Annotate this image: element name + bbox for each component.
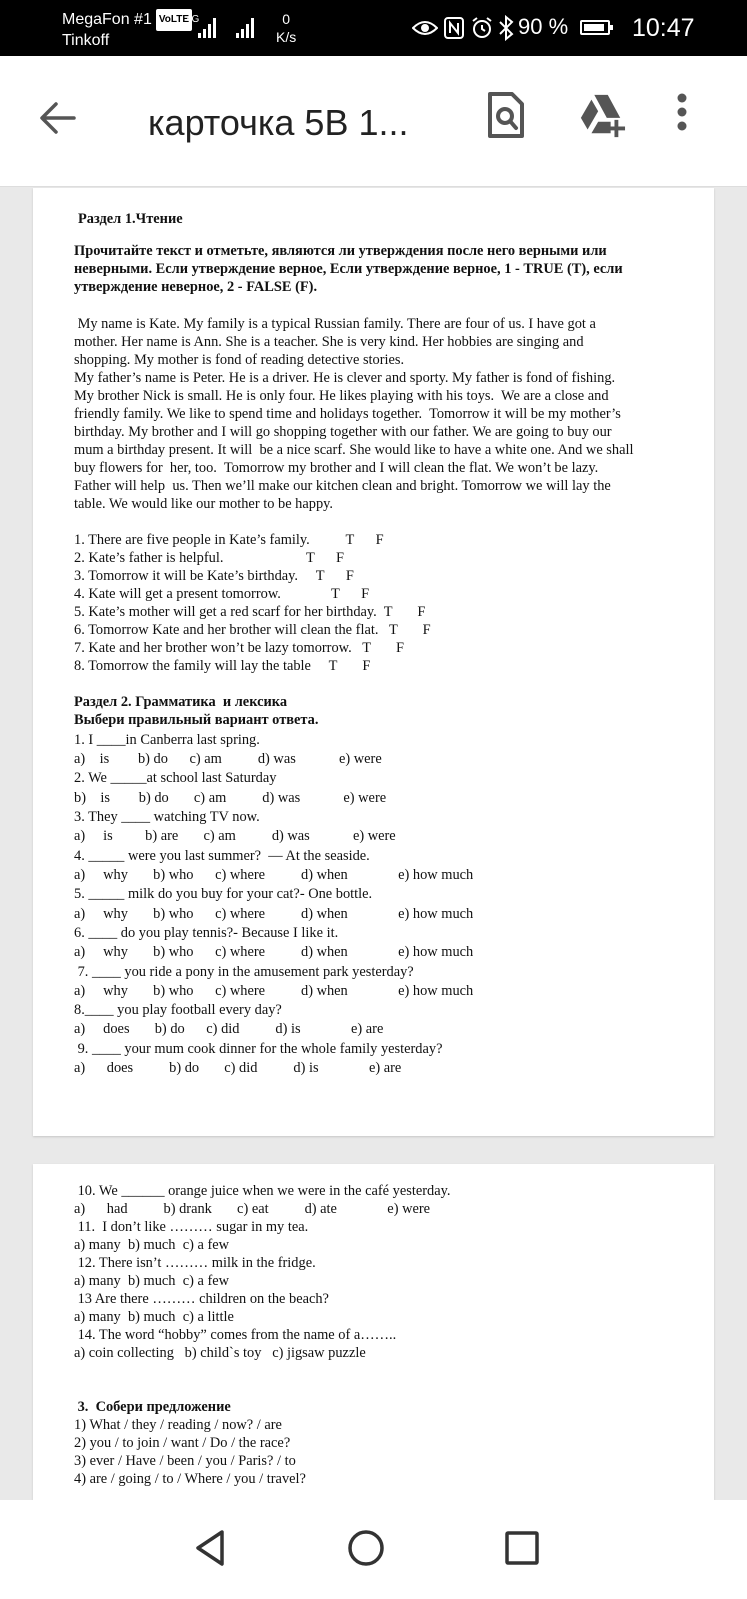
app-bar: [0, 56, 747, 187]
document-line: My father’s name is Peter. He is a driver. He is clever and sporty. My father is fond of fishing.: [74, 370, 616, 386]
document-line: a) had b) drank c) eat d) ate e) were: [74, 1201, 431, 1217]
document-title: карточка 5В 1...: [148, 102, 409, 143]
battery-icon: [580, 20, 610, 35]
document-line: 3. Tomorrow it will be Kate’s birthday. T F: [74, 568, 354, 584]
document-line: 2. Kate’s father is helpful. T F: [74, 550, 345, 566]
add-to-drive-icon[interactable]: [578, 90, 626, 142]
document-line: 1. There are five people in Kate’s family. T F: [74, 532, 384, 548]
document-line: 7. ____ you ride a pony in the amusement park yesterday?: [74, 964, 414, 980]
document-line: Раздел 2. Грамматика и лексика: [74, 694, 288, 710]
document-line: a) why b) who c) where d) when e) how much: [74, 867, 474, 883]
document-line: 9. ____ your mum cook dinner for the whole family yesterday?: [74, 1041, 443, 1057]
alarm-icon: [470, 16, 494, 40]
document-line: mother. Her name is Ann. She is a teacher. She is very kind. Her hobbies are singing and: [74, 334, 584, 350]
network-type: 4G: [186, 14, 200, 25]
document-line: table. We would like our mother to be happy.: [74, 496, 334, 512]
document-line: a) why b) who c) where d) when e) how much: [74, 944, 474, 960]
nav-recents-icon[interactable]: [498, 1524, 546, 1572]
document-line: 6. Tomorrow Kate and her brother will clean the flat. T F: [74, 622, 431, 638]
document-line: Прочитайте текст и отметьте, являются ли утверждения после него верными или: [74, 243, 607, 259]
navigation-bar: [0, 1500, 747, 1599]
document-line: My brother Nick is small. He is only four. He likes playing with his toys. We are a close and: [74, 388, 609, 404]
document-line: 11. I don’t like ……… sugar in my tea.: [74, 1219, 309, 1235]
battery-percent: 90 %: [518, 14, 569, 39]
back-arrow-icon[interactable]: [38, 98, 78, 138]
document-line: 6. ____ do you play tennis?- Because I like it.: [74, 925, 339, 941]
nav-back-icon[interactable]: [186, 1524, 234, 1572]
document-line: a) many b) much c) a few: [74, 1273, 230, 1289]
document-line: shopping. My mother is fond of reading detective stories.: [74, 352, 405, 368]
document-line: buy flowers for her, too. Tomorrow my brother and I will clean the flat. We won’t be lazy.: [74, 460, 599, 476]
document-line: friendly family. We like to spend time and holidays together. Tomorrow it will be my mother’s: [74, 406, 621, 422]
document-line: 8.____ you play football every day?: [74, 1002, 282, 1018]
document-line: 3. Собери предложение: [74, 1399, 231, 1415]
document-line: My name is Kate. My family is a typical Russian family. There are four of us. I have got a: [74, 316, 596, 332]
more-options-icon[interactable]: [670, 90, 694, 142]
volte-badge: VoLTE: [156, 9, 192, 31]
document-line: неверными. Если утверждение верное, Если утверждение верное, 1 - TRUE (T), если: [74, 261, 623, 277]
document-line: 12. There isn’t ……… milk in the fridge.: [74, 1255, 316, 1271]
document-line: mum a birthday present. It will be a nice scarf. She would like to have a white one. And we shall: [74, 442, 634, 458]
document-line: 3. They ____ watching TV now.: [74, 809, 260, 825]
document-line: a) coin collecting b) child`s toy c) jigsaw puzzle: [74, 1345, 366, 1361]
carrier-name: MegaFon #1 VoLTE: [62, 9, 192, 31]
document-line: a) is b) are c) am d) was e) were: [74, 828, 396, 844]
carrier-name-secondary: Tinkoff: [62, 32, 110, 49]
document-line: b) is b) do c) am d) was e) were: [74, 790, 387, 806]
document-line: 3) ever / Have / been / you / Paris? / to: [74, 1453, 296, 1469]
document-line: Выбери правильный вариант ответа.: [74, 712, 319, 728]
document-line: 1. I ____in Canberra last spring.: [74, 732, 260, 748]
document-line: a) does b) do c) did d) is e) are: [74, 1060, 402, 1076]
document-line: 14. The word “hobby” comes from the name of a……..: [74, 1327, 397, 1343]
document-line: a) does b) do c) did d) is e) are: [74, 1021, 384, 1037]
document-line: 4) are / going / to / Where / you / travel?: [74, 1471, 306, 1487]
document-line: a) why b) who c) where d) when e) how much: [74, 983, 474, 999]
document-line: Раздел 1.Чтение: [78, 211, 183, 227]
document-line: a) many b) much c) a few: [74, 1237, 230, 1253]
document-line: 7. Kate and her brother won’t be lazy tomorrow. T F: [74, 640, 404, 656]
document-line: a) many b) much c) a little: [74, 1309, 234, 1325]
document-line: a) why b) who c) where d) when e) how much: [74, 906, 474, 922]
eye-icon: [412, 18, 438, 38]
document-line: 8. Tomorrow the family will lay the table T F: [74, 658, 371, 674]
document-line: 10. We ______ orange juice when we were in the café yesterday.: [74, 1183, 451, 1199]
document-line: утверждение неверное, 2 - FALSE (F).: [74, 279, 318, 295]
nav-home-icon[interactable]: [342, 1524, 390, 1572]
find-in-document-icon[interactable]: [482, 90, 530, 142]
clock: 10:47: [632, 14, 695, 42]
network-speed: 0 K/s: [276, 11, 297, 45]
nfc-icon: [444, 17, 464, 39]
document-line: 2) you / to join / want / Do / the race?: [74, 1435, 291, 1451]
document-line: Father will help us. Then we’ll make our kitchen clean and bright. Tomorrow we will lay the: [74, 478, 611, 494]
document-line: 2. We _____at school last Saturday: [74, 770, 277, 786]
document-line: birthday. My brother and I will go shopping together with our father. We are going to buy our: [74, 424, 612, 440]
status-bar: [0, 0, 747, 56]
document-line: 5. Kate’s mother will get a red scarf for her birthday. T F: [74, 604, 426, 620]
document-line: 1) What / they / reading / now? / are: [74, 1417, 282, 1433]
document-line: 4. _____ were you last summer? — At the seaside.: [74, 848, 370, 864]
document-line: 5. _____ milk do you buy for your cat?- One bottle.: [74, 886, 373, 902]
bluetooth-icon: [498, 15, 514, 41]
document-line: 4. Kate will get a present tomorrow. T F: [74, 586, 370, 602]
document-line: a) is b) do c) am d) was e) were: [74, 751, 382, 767]
document-line: 13 Are there ……… children on the beach?: [74, 1291, 329, 1307]
